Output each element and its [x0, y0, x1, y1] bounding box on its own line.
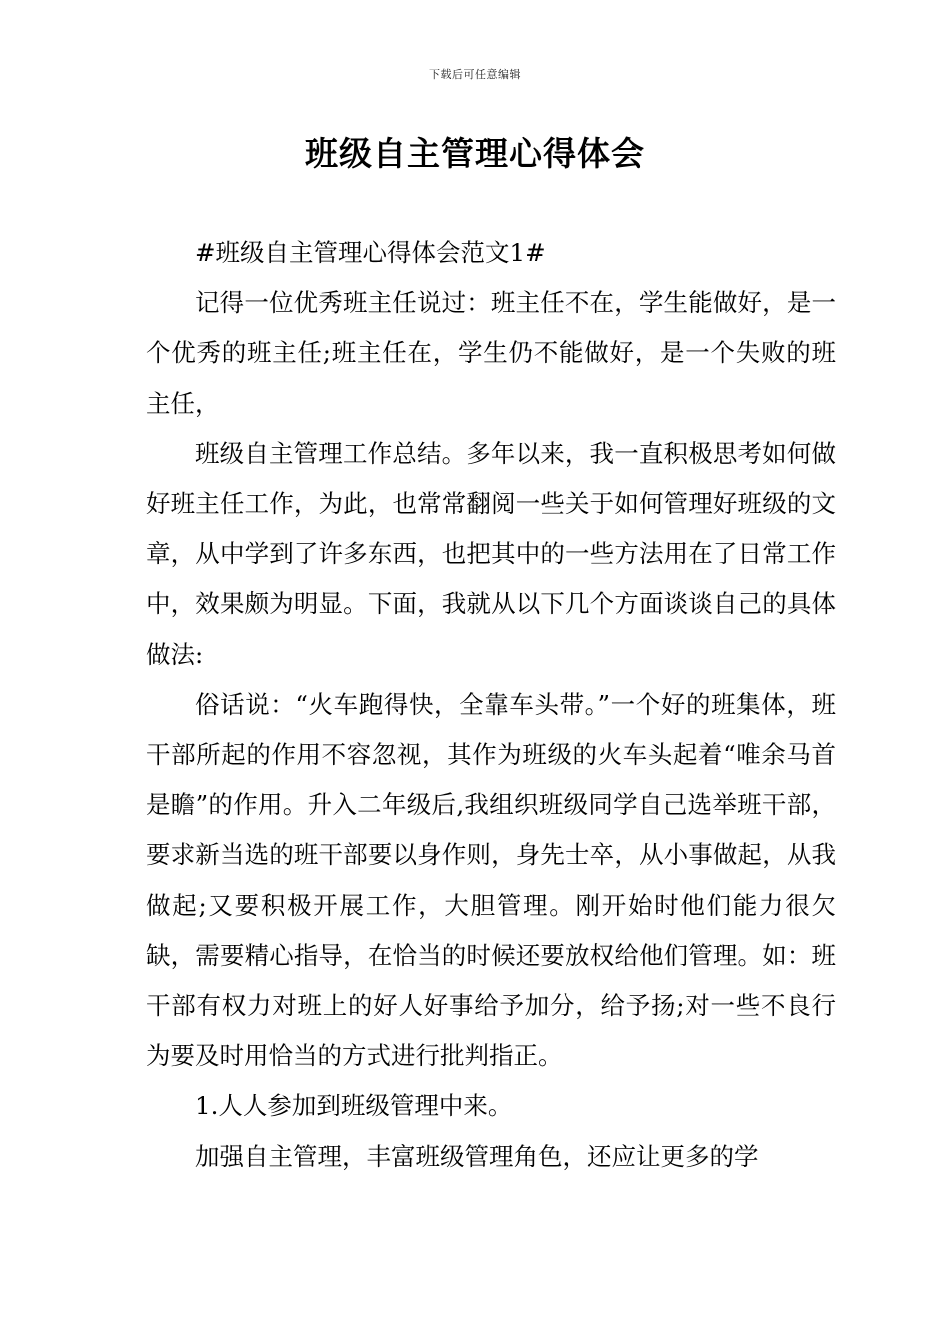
- paragraph-class-cadres: 俗话说：“火车跑得快，全靠车头带。”一个好的班集体，班干部所起的作用不容忽视，其作为班级的火车头起着“唯余马首是瞻”的作用。升入二年级后,我组织班级同学自己选举班干部，要求新当选的班干部要以身作则，身先士卒，从小事做起，从我做起;又要积极开展工作，大胆管理。刚开始时他们能力很欠缺，需要精心指导，在恰当的时候还要放权给他们管理。如：班干部有权力对班上的好人好事给予加分，给予扬;对一些不良行为要及时用恰当的方式进行批判指正。: [146, 689, 836, 1071]
- paragraph-section-heading: #班级自主管理心得体会范文1#: [195, 238, 546, 267]
- paragraph-self-management: 加强自主管理，丰富班级管理角色，还应让更多的学: [195, 1141, 759, 1171]
- document-title: 班级自主管理心得体会: [305, 134, 645, 173]
- paragraph-quote: 记得一位优秀班主任说过：班主任不在，学生能做好，是一个优秀的班主任;班主任在，学生仍不能做好，是一个失败的班主任，: [146, 288, 836, 418]
- paragraph-summary: 班级自主管理工作总结。多年以来，我一直积极思考如何做好班主任工作，为此，也常常翻阅一些关于如何管理好班级的文章，从中学到了许多东西，也把其中的一些方法用在了日常工作中，效果颇为明显。下面，我就从以下几个方面谈谈自己的具体做法:: [146, 438, 836, 669]
- header-note: 下载后可任意编辑: [429, 68, 521, 81]
- document-body: [146, 228, 836, 1182]
- paragraph-list-item-1: 1.人人参加到班级管理中来。: [195, 1091, 513, 1121]
